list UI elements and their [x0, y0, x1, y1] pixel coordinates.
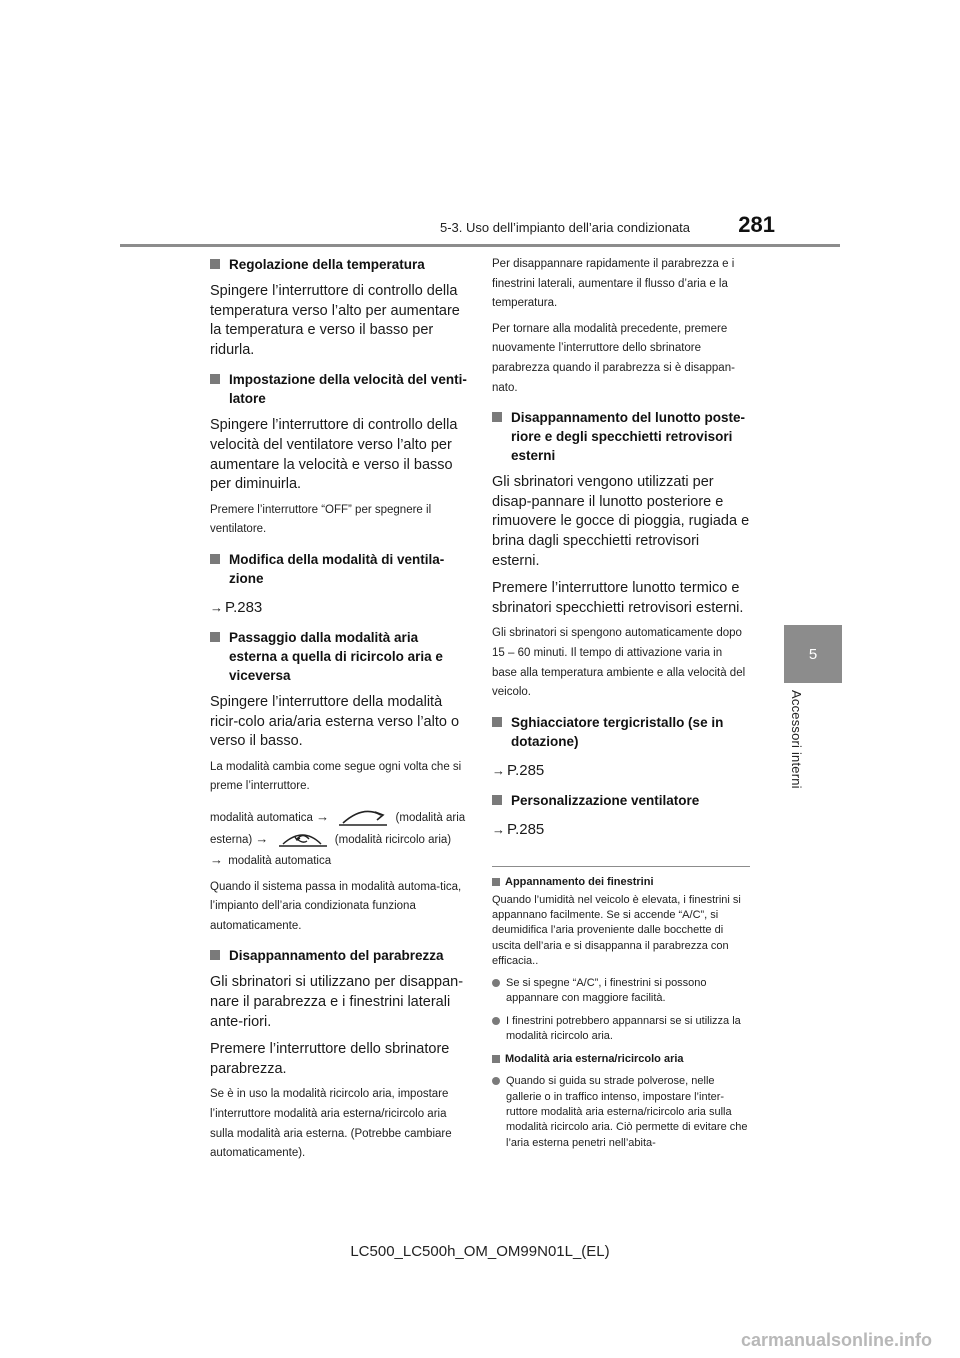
- square-bullet-icon: [210, 632, 220, 642]
- square-bullet-icon: [492, 717, 502, 727]
- square-bullet-icon: [492, 878, 500, 886]
- paragraph: Premere l’interruttore lunotto termico e sbrinatori specchietti retrovisori esterni.: [492, 580, 744, 616]
- section-title: 5-3. Uso dell’impianto dell’aria condizionata: [440, 220, 691, 235]
- watermark: carmanualsonline.info: [740, 1330, 932, 1350]
- subheading-window-fog: Appannamento dei finestrini: [492, 875, 750, 890]
- round-bullet-icon: [492, 1017, 500, 1025]
- mode-auto-label: modalità automatica: [210, 811, 313, 824]
- chapter-label: Accessori interni: [789, 690, 804, 789]
- heading-wiper-deicer: Sghiacciatore tergicristallo (se in dotazione): [492, 713, 750, 751]
- note: Premere l’interruttore “OFF” per spegnere il ventilatore.: [210, 503, 432, 536]
- mode-outside-label: (modalità aria esterna): [210, 811, 466, 846]
- square-bullet-icon: [492, 795, 502, 805]
- paragraph: Premere l’interruttore dello sbrinatore parabrezza.: [210, 1041, 450, 1077]
- paragraph: Spingere l’interruttore della modalità ricir-colo aria/aria esterna verso l’alto o verso il basso.: [210, 693, 460, 750]
- heading-temperature: Regolazione della temperatura: [210, 255, 468, 274]
- square-bullet-icon: [210, 374, 220, 384]
- chapter-number: 5: [808, 645, 818, 663]
- small-paragraph: Quando l’umidità nel veicolo è elevata, i finestrini si appannano facilmente. Se si accende “A/C”, si deumidifica l’aria proveniente dalle bocchette di uscita dell’aria e si disappanna il parabrezza con efficacia..: [492, 893, 741, 967]
- recirculation-icon: [277, 830, 329, 848]
- heading-fan-customization: Personalizzazione ventilatore: [492, 791, 750, 810]
- page-reference[interactable]: → P.285: [492, 761, 545, 779]
- page-reference[interactable]: → P.285: [492, 820, 545, 838]
- arrow-right-icon: →: [210, 852, 223, 868]
- paragraph: Gli sbrinatori vengono utilizzati per disap-pannare il lunotto posteriore e rimuovere le gocce di pioggia, rugiada e brina dagli specchietti retrovisori esterni.: [492, 474, 750, 569]
- section-divider: [492, 866, 750, 867]
- note: Quando il sistema passa in modalità automa-tica, l’impianto dell’aria condizionata funziona automaticamente.: [210, 880, 462, 932]
- paragraph: Spingere l’interruttore di controllo della temperatura verso l’alto per aumentare la temperatura e verso il basso per ridurla.: [210, 283, 460, 358]
- heading-ventilation-mode: Modifica della modalità di ventila-zione: [210, 550, 468, 588]
- list-item: Quando si guida su strade polverose, nelle gallerie o in traffico intenso, impostare l’inter-ruttore modalità aria esterna/ricircolo aria sulla modalità ricircolo aria. Ciò permette di evitare che l’aria esterna penetri nell’abita-: [492, 1074, 750, 1150]
- header-divider: [120, 244, 840, 247]
- chapter-tab: [784, 625, 842, 683]
- arrow-right-icon: →: [492, 762, 505, 778]
- heading-air-mode: Passaggio dalla modalità aria esterna a quella di ricircolo aria e viceversa: [210, 628, 468, 685]
- round-bullet-icon: [492, 1077, 500, 1085]
- arrow-right-icon: →: [255, 830, 269, 846]
- heading-rear-defog: Disappannamento del lunotto poste-riore e degli specchietti retrovisori esterni: [492, 408, 750, 465]
- heading-fan-speed: Impostazione della velocità del venti-latore: [210, 370, 468, 408]
- list-item: Se si spegne “A/C”, i finestrini si possono appannare con maggiore facilità.: [492, 976, 750, 1007]
- note: La modalità cambia come segue ogni volta che si preme l’interruttore.: [210, 760, 462, 793]
- square-bullet-icon: [492, 412, 502, 422]
- footer-code: LC500_LC500h_OM_OM99N01L_(EL): [350, 1243, 610, 1260]
- note: Per disappannare rapidamente il parabrezza e i finestrini laterali, aumentare il flusso d’aria e la temperatura.: [492, 258, 735, 310]
- square-bullet-icon: [210, 950, 220, 960]
- mode-sequence: [210, 807, 468, 872]
- page-reference[interactable]: → P.283: [210, 598, 263, 616]
- mode-auto2-label: modalità automatica: [228, 855, 332, 868]
- round-bullet-icon: [492, 979, 500, 987]
- note: Gli sbrinatori si spengono automaticamente dopo 15 – 60 minuti. Il tempo di attivazione varia in base alla temperatura ambiente e alla velocità del veicolo.: [492, 627, 746, 699]
- square-bullet-icon: [210, 259, 220, 269]
- right-column: [492, 255, 750, 1151]
- mode-recirc-label: (modalità ricircolo aria): [334, 833, 452, 846]
- arrow-right-icon: →: [316, 808, 330, 824]
- list-item: I finestrini potrebbero appannarsi se si utilizza la modalità ricircolo aria.: [492, 1014, 750, 1045]
- left-column: [210, 255, 468, 1164]
- heading-windshield-defog: Disappannamento del parabrezza: [210, 946, 468, 965]
- paragraph: Spingere l’interruttore di controllo della velocità del ventilatore verso l’alto per aumentare la velocità e verso il basso per diminuirla.: [210, 417, 458, 493]
- square-bullet-icon: [210, 554, 220, 564]
- note: Se è in uso la modalità ricircolo aria, impostare l’interruttore modalità aria esterna/ricircolo aria sulla modalità aria esterna. (Potrebbe cambiare automaticamente).: [210, 1088, 452, 1160]
- outside-air-icon: [337, 809, 389, 827]
- subheading-air-mode: Modalità aria esterna/ricircolo aria: [492, 1052, 750, 1067]
- arrow-right-icon: →: [210, 599, 223, 615]
- page-number: 281: [738, 212, 775, 237]
- arrow-right-icon: →: [492, 821, 505, 837]
- note: Per tornare alla modalità precedente, premere nuovamente l’interruttore dello sbrinatore parabrezza quando il parabrezza si è disappan-nato.: [492, 322, 735, 394]
- paragraph: Gli sbrinatori si utilizzano per disappan-nare il parabrezza e i finestrini laterali ante-riori.: [210, 974, 464, 1030]
- square-bullet-icon: [492, 1055, 500, 1063]
